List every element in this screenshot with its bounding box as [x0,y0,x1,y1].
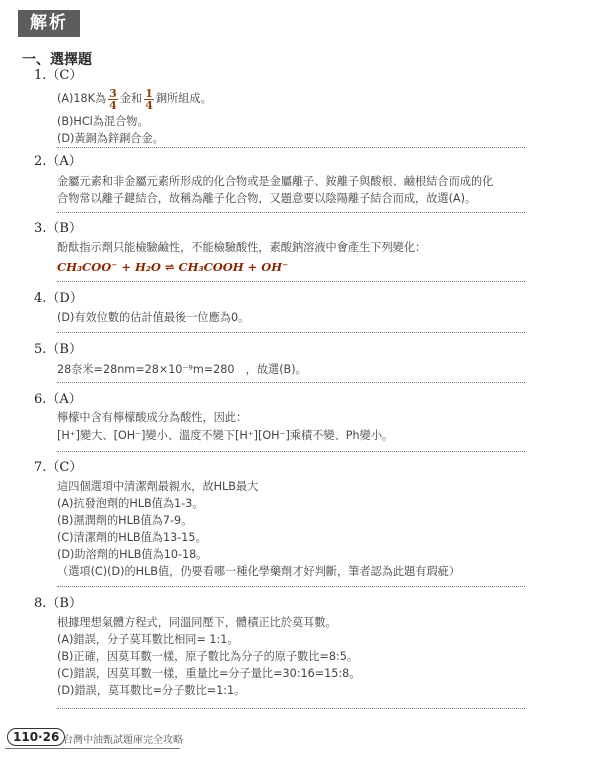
question-6 [34,390,534,442]
answer-line: (D)黃銅為鋅銅合金。 [57,132,164,145]
divider [57,212,525,213]
question-header: 8.（B） [34,596,82,611]
fraction: $\frac{3}{4}$ [109,86,117,112]
question-header: 1.（C） [34,68,83,83]
answer-line: [H⁺]變大、[OH⁻]變小、溫度不變下[H⁺][OH⁻]乘積不變、Ph變小。 [57,429,394,442]
answer-line: (B)HCl為混合物。 [57,115,149,128]
answer-line: (B)正確，因莫耳數一樣，原子數比為分子的原子數比=8:5。 [57,650,359,663]
question-header: 5.（B） [34,342,82,357]
fraction: $\frac{1}{4}$ [145,86,153,112]
question-header: 4.（D） [34,291,83,306]
question-3 [34,219,534,274]
answer-line: (A)18K為 $\frac{3}{4}$ 金和 $\frac{1}{4}$ 銅所組成。 [57,86,212,112]
question-4 [34,289,534,324]
answer-line: (D)助溶劑的HLB值為10-18。 [57,548,208,561]
section-title: 一、選擇題 [22,52,92,68]
answer-line: 酚酞指示劑只能檢驗鹼性，不能檢驗酸性，素酸鈉溶液中會產生下列變化： [57,241,427,254]
page-footer [5,728,185,750]
divider [57,586,525,587]
answer-line: (B)濕潤劑的HLB值為7-9。 [57,514,193,527]
book-title: 台灣中油甄試題庫完全攻略 [63,735,183,746]
question-8 [34,594,534,697]
answer-line: 檸檬中含有檸檬酸成分為酸性，因此： [57,411,248,424]
divider [57,281,525,282]
question-header: 7.（C） [34,460,83,475]
divider [57,451,525,452]
footer-rule [5,748,180,749]
question-header: 2.（A） [34,154,82,169]
answer-line: 28奈米=28nm=28×10⁻⁹m=280 ，故選(B)。 [57,363,307,376]
answer-line: 這四個選項中清潔劑最親水，故HLB最大 [57,480,259,493]
answer-line: (D)錯誤，莫耳數比=分子數比=1:1。 [57,684,246,697]
answer-line: 根據理想氣體方程式，同溫同壓下，體積正比於莫耳數。 [57,616,337,629]
question-5 [34,340,534,376]
question-2 [34,152,534,205]
page-number: 110·26 [7,728,65,746]
reaction-equation: CH₃COO⁻ + H₂O ⇌ CH₃COOH + OH⁻ [57,260,289,274]
section-badge: 解析 [18,10,80,37]
answer-line: (C)清潔劑的HLB值為13-15。 [57,531,207,544]
divider [57,708,525,709]
answer-line: (C)錯誤，因莫耳數一樣，重量比=分子量比=30:16=15:8。 [57,667,361,680]
answer-line: 合物常以離子鍵結合，故稱為離子化合物，又題意要以陰陽離子結合而成，故選(A)。 [57,192,477,205]
answer-line: （選項(C)(D)的HLB值，仍要看哪一種化學藥劑才好判斷，筆者認為此題有瑕疵） [57,565,461,578]
answer-line: (D)有效位數的估計值最後一位應為0。 [57,311,250,324]
answer-line: (A)錯誤，分子莫耳數比相同= 1:1。 [57,633,239,646]
question-header: 6.（A） [34,392,82,407]
answer-line: (A)抗發泡劑的HLB值為1-3。 [57,497,204,510]
divider [57,382,525,383]
answer-line: 金屬元素和非金屬元素所形成的化合物或是金屬離子、銨離子與酸根、鹼根結合而成的化 [57,175,494,188]
question-header: 3.（B） [34,221,82,236]
question-1 [34,66,534,145]
divider [57,147,525,148]
question-7 [34,458,534,578]
divider [57,332,525,333]
